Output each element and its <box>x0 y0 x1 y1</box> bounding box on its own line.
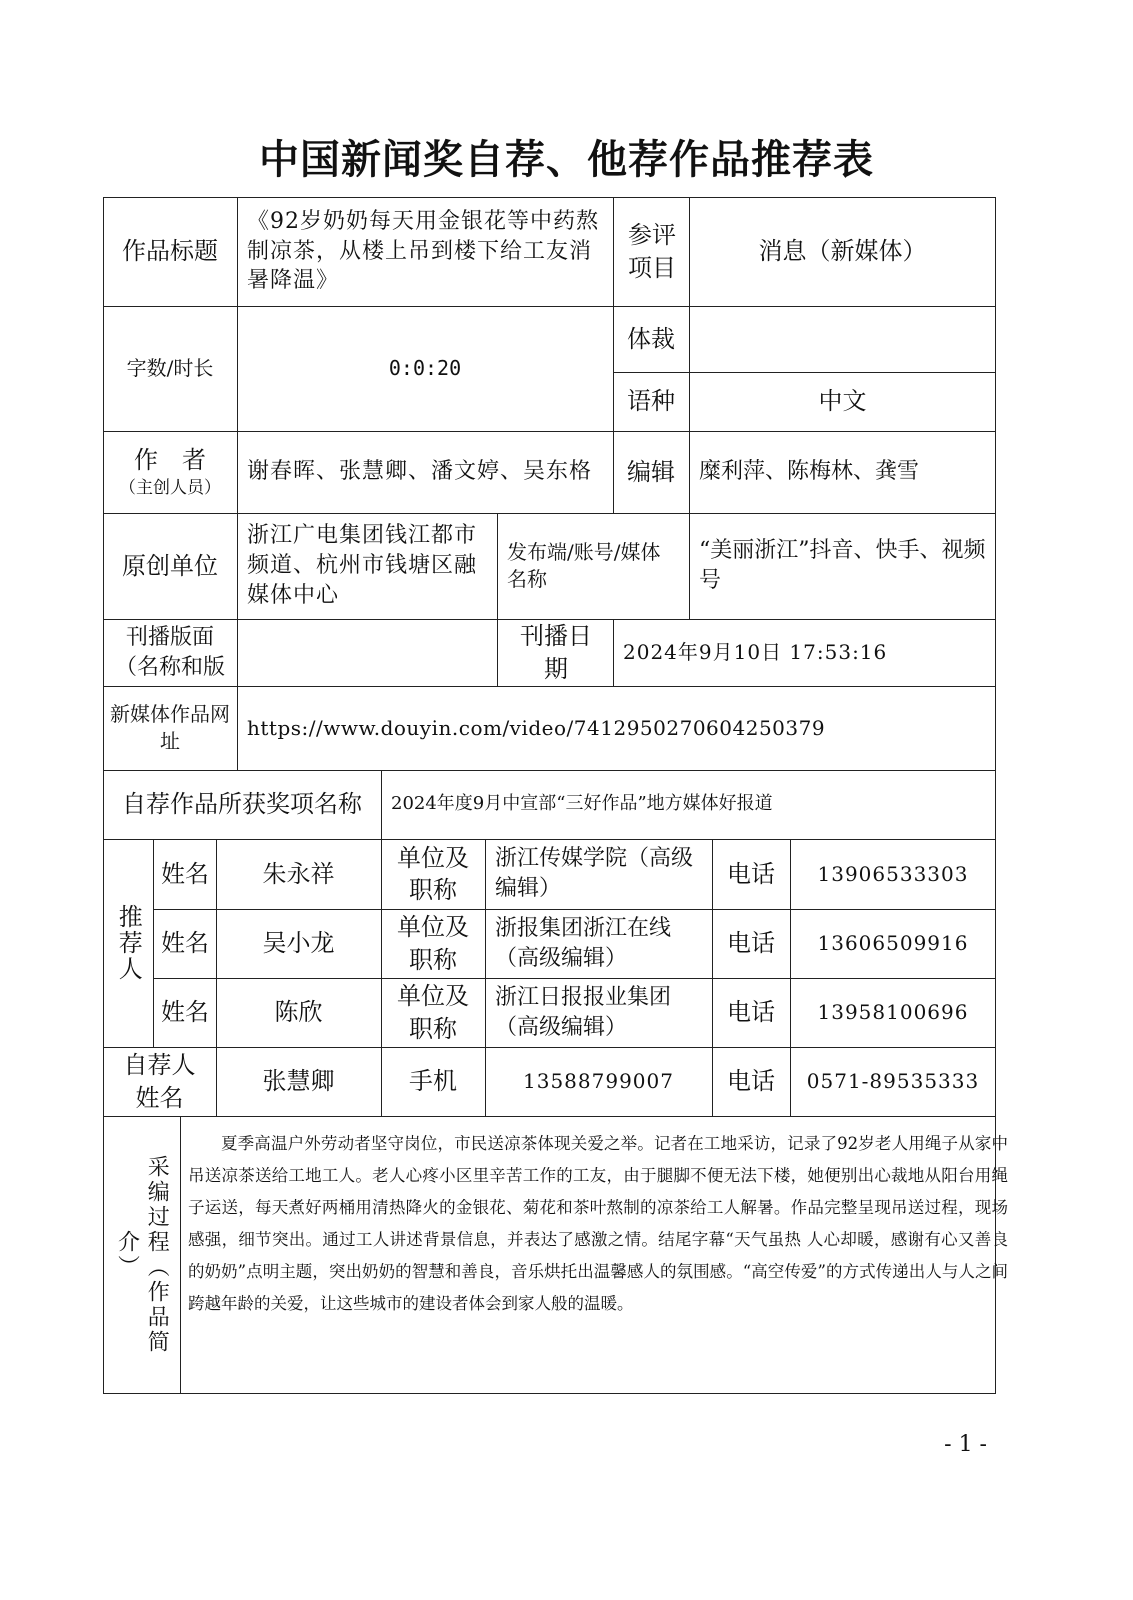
editor-value: 糜利萍、陈梅林、龚雪 <box>699 459 920 485</box>
language-label: 语种 <box>627 387 675 416</box>
words-value: 0:0:20 <box>388 356 462 380</box>
recommender-name: 吴小龙 <box>262 929 335 958</box>
self-label: 自荐人姓名 <box>123 1051 196 1112</box>
recommender-name: 朱永祥 <box>262 859 335 888</box>
work-title-value: 《92岁奶奶每天用金银花等中药熬制凉茶，从楼上吊到楼下给工友消暑降温》 <box>247 208 599 294</box>
org-label: 单位及职称 <box>397 913 469 974</box>
name-label: 姓名 <box>161 929 209 958</box>
award-label: 自荐作品所获奖项名称 <box>122 790 362 819</box>
unit-label: 原创单位 <box>122 551 218 580</box>
date-value: 2024年9月10日 17:53:16 <box>623 640 888 664</box>
category-value: 消息（新媒体） <box>758 237 927 266</box>
editor-label: 编辑 <box>627 457 675 486</box>
org-label: 单位及职称 <box>397 982 469 1043</box>
url-label: 新媒体作品网址 <box>110 702 230 753</box>
recommender-label: 推荐人 <box>114 904 143 982</box>
author-label: 作 者 <box>134 446 206 475</box>
url-value[interactable]: https://www.douyin.com/video/7412950270604250379 <box>247 715 826 740</box>
genre-value <box>689 306 996 372</box>
name-label: 姓名 <box>161 998 209 1027</box>
summary-label <box>103 1116 180 1394</box>
author-value: 谢春晖、张慧卿、潘文婷、吴东格 <box>247 459 593 485</box>
self-phone: 0571-89535333 <box>806 1069 980 1093</box>
work-title-label: 作品标题 <box>122 237 218 266</box>
recommender-org: 浙报集团浙江在线（高级编辑） <box>495 915 672 971</box>
page-number: - 1 - <box>944 1432 987 1457</box>
org-label: 单位及职称 <box>397 843 469 904</box>
genre-label: 体裁 <box>627 324 675 353</box>
recommender-phone: 13958100696 <box>817 1000 969 1024</box>
award-value: 2024年度9月中宣部“三好作品”地方媒体好报道 <box>391 793 773 815</box>
publisher-label: 发布端/账号/媒体名称 <box>507 540 661 591</box>
edition-label: 刊播版面（名称和版 <box>114 624 225 680</box>
page-title: 中国新闻奖自荐、他荐作品推荐表 <box>259 136 874 183</box>
category-label: 参评项目 <box>628 221 676 282</box>
language-value: 中文 <box>818 387 867 416</box>
date-label: 刊播日期 <box>520 622 592 683</box>
recommender-name: 陈欣 <box>274 998 323 1027</box>
name-label: 姓名 <box>161 859 209 888</box>
publisher-value: “美丽浙江”抖音、快手、视频号 <box>699 538 986 593</box>
edition-value <box>237 619 497 686</box>
phone-label: 电话 <box>727 929 775 958</box>
self-name: 张慧卿 <box>262 1067 335 1096</box>
recommender-phone: 13906533303 <box>817 861 969 886</box>
self-phone-label: 电话 <box>727 1067 775 1096</box>
self-mobile-label: 手机 <box>409 1067 457 1096</box>
author-label-cell <box>103 431 237 513</box>
words-label: 字数/时长 <box>126 356 214 380</box>
phone-label: 电话 <box>727 859 775 888</box>
summary-text: 夏季高温户外劳动者坚守岗位，市民送凉茶体现关爱之举。记者在工地采访，记录了92岁老人用绳子从家中吊送凉茶送给工地工人。老人心疼小区里辛苦工作的工友，由于腿脚不便无法下楼，她便别出心裁地从阳台用绳子运送，每天煮好两桶用清热降火的金银花、菊花和茶叶熬制的凉茶给工人解暑。作品完整呈现吊送过程，现场感强，细节突出。通过工人讲述背景信息，并表达了感激之情。结尾字幕“天气虽热 人心却暖，感谢有心又善良的奶奶”点明主题，突出奶奶的智慧和善良，音乐烘托出温馨感人的氛围感。“高空传爱”的方式传递出人与人之间跨越年龄的关爱，让这些城市的建设者体会到家人般的温暖。 <box>188 1134 1008 1313</box>
phone-label: 电话 <box>727 998 775 1027</box>
recommender-org: 浙江传媒学院（高级编辑） <box>495 846 694 901</box>
recommender-phone: 13606509916 <box>817 931 969 955</box>
author-sublabel: （主创人员） <box>119 477 221 498</box>
summary-label-text: 采编过程（作品简介） <box>114 1155 170 1355</box>
recommender-org: 浙江日报报业集团（高级编辑） <box>495 984 672 1040</box>
unit-value: 浙江广电集团钱江都市频道、杭州市钱塘区融媒体中心 <box>247 523 478 608</box>
self-mobile: 13588799007 <box>523 1069 674 1093</box>
